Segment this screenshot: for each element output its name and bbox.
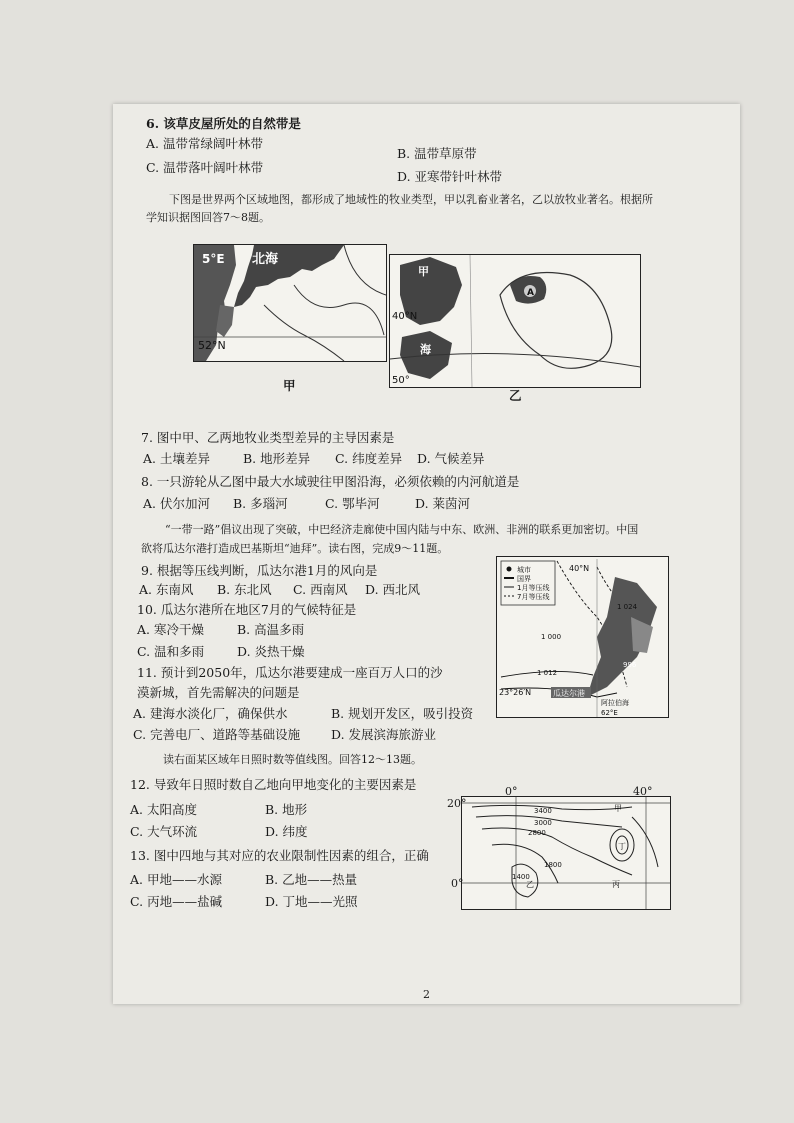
q10-option-a: A. 寒冷干燥 <box>137 622 204 637</box>
intro-7-8-line1: 下图是世界两个区域地图，都形成了地域性的牧业类型，甲以乳畜业著名，乙以放牧业著名。根据所 <box>169 193 653 206</box>
map-yi-label-a: A <box>527 288 534 298</box>
sun-lon40: 40° <box>633 785 653 798</box>
q12-option-c: C. 大气环流 <box>130 824 198 839</box>
map-yi-lat50: 50° <box>392 375 410 386</box>
q6-option-a: A. 温带常绿阔叶林带 <box>146 136 263 151</box>
legend-border: 国界 <box>517 575 531 583</box>
q9-option-d: D. 西北风 <box>365 582 421 597</box>
intro-12-13: 读右面某区域年日照时数等值线图。回答12～13题。 <box>163 753 422 766</box>
map-jia-sea-label: 北海 <box>252 252 279 267</box>
q13-option-d: D. 丁地——光照 <box>265 894 358 909</box>
iso-1012: 1 012 <box>537 669 558 677</box>
q8-stem: 8. 一只游轮从乙图中最大水域驶往甲图沿海，必须依赖的内河航道是 <box>141 474 520 489</box>
iso-1000: 1 000 <box>541 633 562 641</box>
q6-option-d: D. 亚寒带针叶林带 <box>397 169 503 184</box>
q13-stem: 13. 图中四地与其对应的农业限制性因素的组合，正确 <box>130 848 429 863</box>
iso-1800: 1800 <box>544 861 562 869</box>
q7-option-c: C. 纬度差异 <box>335 451 403 466</box>
pak-sea-label: 阿拉伯海 <box>601 699 629 707</box>
q8-option-a: A. 伏尔加河 <box>143 496 210 511</box>
page-number: 2 <box>423 988 430 1001</box>
q9-stem: 9. 根据等压线判断，瓜达尔港1月的风向是 <box>141 563 378 578</box>
exam-page <box>113 104 740 1004</box>
pak-lat40: 40°N <box>569 564 590 573</box>
sun-label-yi: 乙 <box>526 880 534 889</box>
intro-9-11-line1: “一带一路”倡议出现了突破，中巴经济走廊使中国内陆与中东、欧洲、非洲的联系更加密切。中国 <box>165 523 639 536</box>
q11-stem-line2: 漠新城，首先需解决的问题是 <box>137 685 300 700</box>
q11-option-c: C. 完善电厂、道路等基础设施 <box>133 727 301 742</box>
q11-option-d: D. 发展滨海旅游业 <box>331 727 437 742</box>
map-jia-caption: 甲 <box>283 378 296 393</box>
q13-option-c: C. 丙地——盐碱 <box>130 894 223 909</box>
q10-option-d: D. 炎热干燥 <box>237 644 305 659</box>
q7-option-d: D. 气候差异 <box>417 451 485 466</box>
iso-996: 996 <box>623 661 637 669</box>
intro-7-8-line2: 学知识据图回答7～8题。 <box>146 211 270 224</box>
iso-1400: 1400 <box>512 873 530 881</box>
q8-option-d: D. 莱茵河 <box>415 496 471 511</box>
q6-option-c: C. 温带落叶阔叶林带 <box>146 160 264 175</box>
q10-option-c: C. 温和多雨 <box>137 644 205 659</box>
intro-9-11-line2: 欲将瓜达尔港打造成巴基斯坦“迪拜”。读右图，完成9～11题。 <box>141 542 449 555</box>
q12-option-d: D. 纬度 <box>265 824 308 839</box>
map-sunshine <box>461 796 671 910</box>
map-yi-label-jia: 甲 <box>418 265 429 278</box>
map-jia-lon-label: 5°E <box>202 252 225 266</box>
iso-3000: 3000 <box>534 819 552 827</box>
legend-jan-isobar: 1月等压线 <box>517 584 550 592</box>
iso-2800: 2800 <box>528 829 546 837</box>
map-yi <box>389 254 641 388</box>
pak-tropic: 23°26′N <box>499 688 532 697</box>
q10-option-b: B. 高温多雨 <box>237 622 305 637</box>
legend-city: 城市 <box>517 566 531 574</box>
map-yi-lat40: 40°N <box>392 311 418 322</box>
q13-option-b: B. 乙地——热量 <box>265 872 358 887</box>
q11-option-a: A. 建海水淡化厂，确保供水 <box>133 706 288 721</box>
q6-option-b: B. 温带草原带 <box>397 146 477 161</box>
sun-label-jia: 甲 <box>614 804 622 813</box>
q7-option-b: B. 地形差异 <box>243 451 311 466</box>
sun-label-bing: 丙 <box>612 880 620 889</box>
sun-lat20: 20° <box>447 797 467 810</box>
q8-option-c: C. 鄂毕河 <box>325 496 380 511</box>
q12-stem: 12. 导致年日照时数自乙地向甲地变化的主要因素是 <box>130 777 417 792</box>
q11-option-b: B. 规划开发区，吸引投资 <box>331 706 474 721</box>
iso-3400: 3400 <box>534 807 552 815</box>
q9-option-a: A. 东南风 <box>139 582 194 597</box>
q12-option-b: B. 地形 <box>265 802 308 817</box>
legend-jul-isobar: 7月等压线 <box>517 593 550 601</box>
pak-lon: 62°E <box>601 709 618 717</box>
q12-option-a: A. 太阳高度 <box>130 802 197 817</box>
q9-option-c: C. 西南风 <box>293 582 348 597</box>
map-jia-lat-label: 52°N <box>198 339 226 352</box>
iso-1024: 1 024 <box>617 603 638 611</box>
sun-lon0: 0° <box>505 785 518 798</box>
map-jia <box>193 244 387 362</box>
q13-option-a: A. 甲地——水源 <box>130 872 222 887</box>
q11-stem-line1: 11. 预计到2050年，瓜达尔港要建成一座百万人口的沙 <box>137 665 443 680</box>
map-yi-caption: 乙 <box>509 388 522 403</box>
sun-lat0: 0° <box>451 877 464 890</box>
sun-label-ding: 丁 <box>618 842 626 851</box>
q7-option-a: A. 土壤差异 <box>143 451 210 466</box>
q7-stem: 7. 图中甲、乙两地牧业类型差异的主导因素是 <box>141 430 395 445</box>
map-yi-label-hai: 海 <box>420 343 431 356</box>
q6-stem: 6. 该草皮屋所处的自然带是 <box>146 116 301 131</box>
map-pakistan <box>496 556 669 718</box>
pak-port-label: 瓜达尔港 <box>553 689 585 698</box>
q8-option-b: B. 多瑙河 <box>233 496 288 511</box>
q10-stem: 10. 瓜达尔港所在地区7月的气候特征是 <box>137 602 357 617</box>
q9-option-b: B. 东北风 <box>217 582 272 597</box>
